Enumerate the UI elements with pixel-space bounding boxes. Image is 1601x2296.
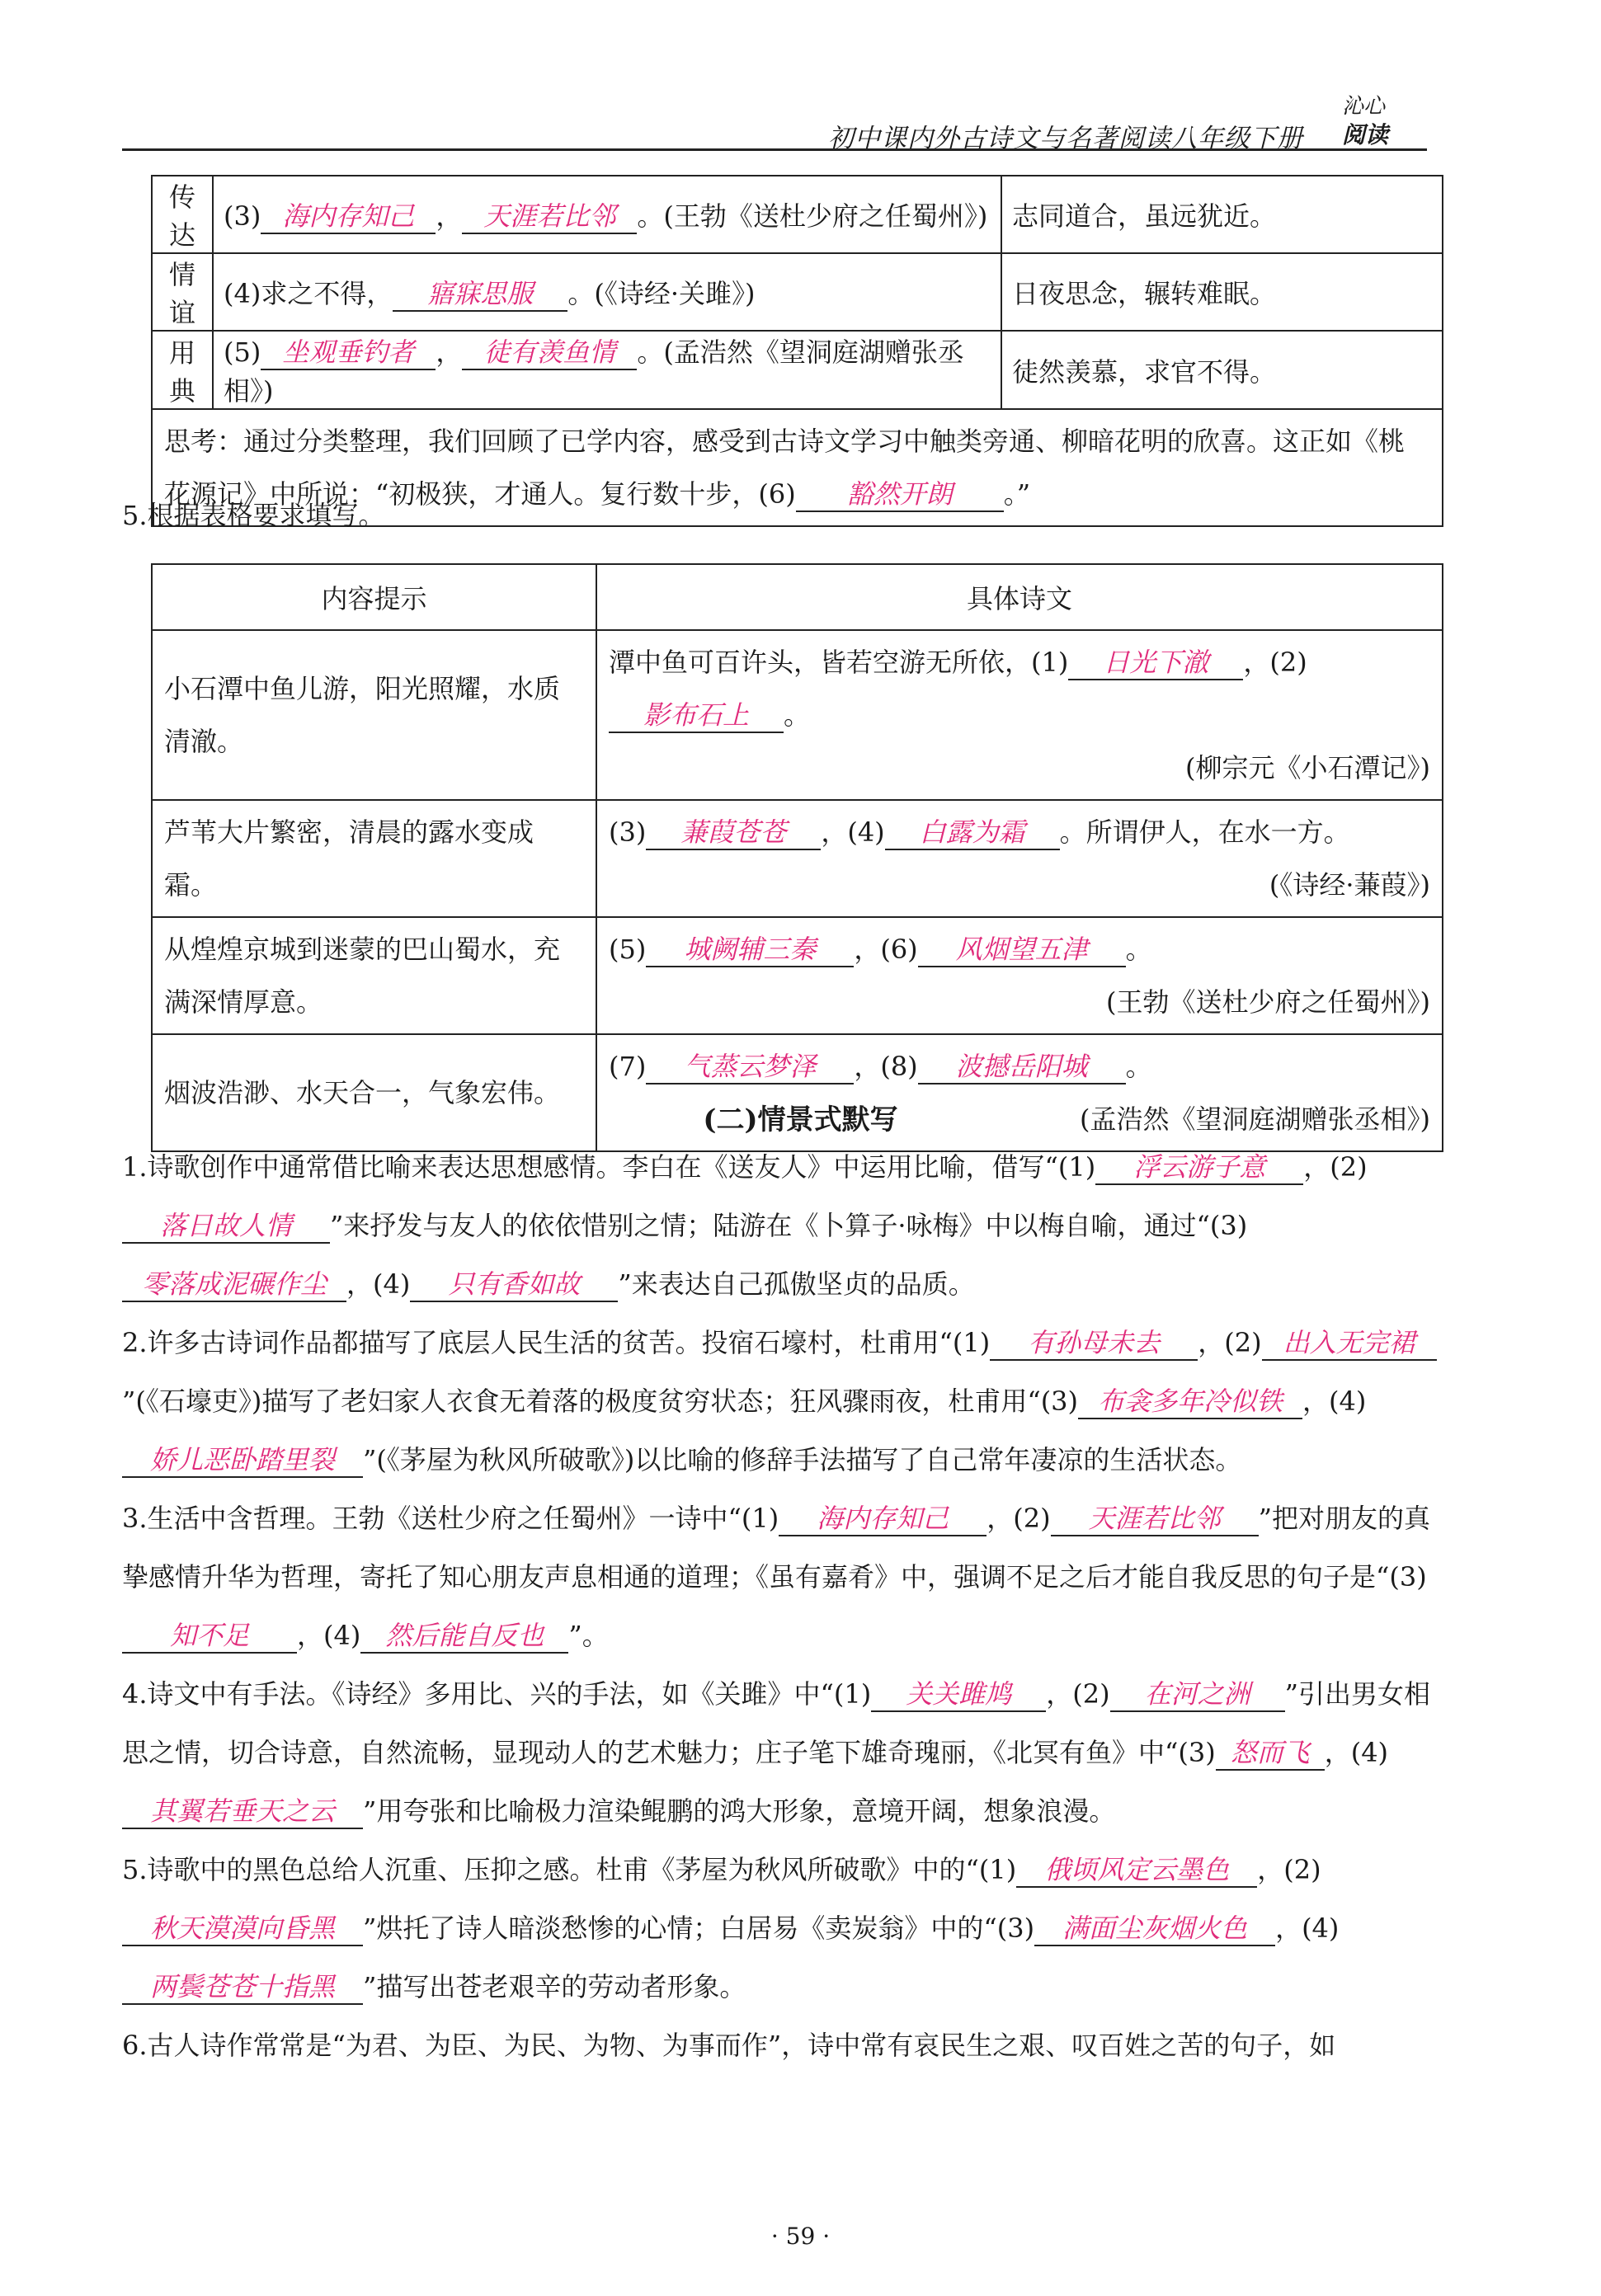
answer-blank[interactable]: 蒹葭苍苍	[646, 816, 821, 850]
brand-logo	[1324, 89, 1427, 147]
poem-cell: (5) 坐观垂钓者 ， 徒有羡鱼情 。(孟浩然《望洞庭湖赠张丞相》)	[213, 331, 1001, 409]
meaning-cell: 日夜思念，辗转难眠。	[1001, 253, 1443, 331]
answer-blank[interactable]: 娇儿恶卧踏里裂	[122, 1443, 363, 1478]
table-row	[152, 917, 1443, 1034]
meaning-cell: 志同道合，虽远犹近。	[1001, 176, 1443, 253]
answer-blank[interactable]: 海内存知己	[261, 200, 436, 234]
answer-blank[interactable]: 海内存知己	[779, 1502, 986, 1536]
answer-blank[interactable]: 两鬓苍苍十指黑	[122, 1970, 363, 2005]
answer-blank[interactable]: 怒而飞	[1216, 1736, 1325, 1771]
answer-blank[interactable]: 日光下澈	[1068, 646, 1243, 680]
answer-blank[interactable]: 有孙母未去	[990, 1326, 1198, 1361]
category-cell: 传达	[152, 176, 213, 253]
logo-line2: 阅读	[1342, 121, 1389, 148]
poem-cell: (7) 气蒸云梦泽 ，(8) 波撼岳阳城 。 (孟浩然《望洞庭湖赠张丞相》)	[596, 1034, 1443, 1151]
question-6: 6.古人诗作常常是“为君、为臣、为民、为物、为事而作”，诗中常有哀民生之艰、叹百姓之苦的句子，如	[122, 2030, 1336, 2061]
question-1: 1.诗歌创作中通常借比喻来表达思想感情。李白在《送友人》中运用比喻，借写“(1) 浮云游子意 ，(2)落日故人情 ”来抒发与友人的依依惜别之情；陆游在《卜算子·咏梅》中以梅自喻，通过“(3)零落成泥碾作尘 ，(4) 只有香如故 ”来表达自己孤傲坚贞的品质。	[122, 1138, 1442, 1314]
table-row	[152, 331, 1443, 409]
answer-blank[interactable]: 浮云游子意	[1095, 1150, 1303, 1185]
poem-cell: (3) 蒹葭苍苍 ，(4) 白露为霜 。所谓伊人，在水一方。 (《诗经·蒹葭》)	[596, 800, 1443, 917]
category-cell: 情谊	[152, 253, 213, 331]
column-header: 具体诗文	[596, 564, 1443, 630]
hint-cell: 小石潭中鱼儿游，阳光照耀，水质清澈。	[152, 630, 596, 800]
question-5-label: 5.根据表格要求填写。	[122, 500, 385, 531]
answer-blank[interactable]: 在河之洲	[1110, 1677, 1285, 1712]
answer-blank[interactable]: 坐观垂钓者	[261, 336, 436, 370]
answer-blank[interactable]: 白露为霜	[885, 816, 1060, 850]
hint-cell: 从煌煌京城到迷蒙的巴山蜀水，充满深情厚意。	[152, 917, 596, 1034]
answer-blank[interactable]: 城阙辅三秦	[646, 933, 854, 967]
answer-blank[interactable]: 俄顷风定云墨色	[1016, 1853, 1257, 1888]
answer-blank[interactable]: 知不足	[122, 1619, 297, 1654]
source-citation: (王勃《送杜少府之任蜀州》)	[1106, 986, 1430, 1018]
answer-blank[interactable]: 豁然开朗	[796, 478, 1004, 512]
answer-blank[interactable]: 只有香如故	[410, 1268, 618, 1302]
answer-blank[interactable]: 天涯若比邻	[462, 200, 637, 234]
source-citation: (孟浩然《望洞庭湖赠张丞相》)	[1080, 1103, 1430, 1135]
summary-table	[151, 175, 1443, 527]
answer-blank[interactable]: 徒有羡鱼情	[462, 336, 637, 370]
poem-cell: (5) 城阙辅三秦 ，(6) 风烟望五津 。 (王勃《送杜少府之任蜀州》)	[596, 917, 1443, 1034]
fill-table	[151, 563, 1443, 1152]
book-title: 初中课内外古诗文与名著阅读八年级下册	[828, 124, 1303, 153]
logo-line1: 沁心	[1342, 94, 1386, 119]
answer-blank[interactable]: 满面尘灰烟火色	[1034, 1912, 1275, 1946]
source-citation: (《诗经·蒹葭》)	[1269, 869, 1430, 901]
category-cell: 用典	[152, 331, 213, 409]
column-header: 内容提示	[152, 564, 596, 630]
answer-blank[interactable]: 然后能自反也	[360, 1619, 568, 1654]
table-row	[152, 630, 1443, 800]
answer-blank[interactable]: 布衾多年冷似铁	[1078, 1385, 1302, 1419]
answer-blank[interactable]: 气蒸云梦泽	[646, 1050, 854, 1084]
answer-blank[interactable]: 出入无完裙	[1262, 1326, 1437, 1361]
poem-cell: (4)求之不得， 寤寐思服 。(《诗经·关雎》)	[213, 253, 1001, 331]
poem-cell: 潭中鱼可百许头，皆若空游无所依，(1) 日光下澈 ，(2)影布石上 。 (柳宗元《小石潭记》)	[596, 630, 1443, 800]
question-list	[122, 1138, 1442, 2075]
table-row	[152, 253, 1443, 331]
answer-blank[interactable]: 零落成泥碾作尘	[122, 1268, 346, 1302]
table-row	[152, 800, 1443, 917]
hint-cell: 芦苇大片繁密，清晨的露水变成霜。	[152, 800, 596, 917]
hint-cell: 烟波浩渺、水天合一，气象宏伟。	[152, 1034, 596, 1151]
answer-blank[interactable]: 风烟望五津	[918, 933, 1126, 967]
meaning-cell: 徒然羡慕，求官不得。	[1001, 331, 1443, 409]
answer-blank[interactable]: 波撼岳阳城	[918, 1050, 1126, 1084]
table-row	[152, 176, 1443, 253]
answer-blank[interactable]: 秋天漠漠向昏黑	[122, 1912, 363, 1946]
header-rule	[122, 148, 1427, 151]
question-3: 3.生活中含哲理。王勃《送杜少府之任蜀州》一诗中“(1) 海内存知己 ，(2) 天涯若比邻 ”把对朋友的真挚感情升华为哲理，寄托了知心朋友声息相通的道理；《虽有嘉肴》中，强调不足之后才能自我反思的句子是“(3)知不足 ，(4) 然后能自反也 ”。	[122, 1489, 1442, 1665]
answer-blank[interactable]: 其翼若垂天之云	[122, 1795, 363, 1829]
answer-blank[interactable]: 寤寐思服	[393, 277, 567, 312]
answer-blank[interactable]: 落日故人情	[122, 1209, 330, 1244]
source-citation: (柳宗元《小石潭记》)	[1185, 752, 1430, 783]
answer-blank[interactable]: 关关雎鸠	[871, 1677, 1046, 1712]
table-header-row	[152, 564, 1443, 630]
think-cell: 思考：通过分类整理，我们回顾了已学内容，感受到古诗文学习中触类旁通、柳暗花明的欣喜。这正如《桃花源记》中所说：“初极狭，才通人。复行数十步，(6) 豁然开朗 。”	[152, 409, 1443, 526]
page-header	[122, 89, 1427, 153]
question-4: 4.诗文中有手法。《诗经》多用比、兴的手法，如《关雎》中“(1) 关关雎鸠 ，(2) 在河之洲 ”引出男女相思之情，切合诗意，自然流畅，显现动人的艺术魅力；庄子笔下雄奇瑰丽，《北冥有鱼》中“(3) 怒而飞 ，(4)其翼若垂天之云 ”用夸张和比喻极力渲染鲲鹏的鸿大形象，意境开阔，想象浪漫。	[122, 1665, 1442, 1841]
question-5: 5.诗歌中的黑色总给人沉重、压抑之感。杜甫《茅屋为秋风所破歌》中的“(1) 俄顷风定云墨色 ，(2)秋天漠漠向昏黑 ”烘托了诗人暗淡愁惨的心情；白居易《卖炭翁》中的“(3) 满面尘灰烟火色 ，(4)两鬓苍苍十指黑 ”描写出苍老艰辛的劳动者形象。	[122, 1841, 1442, 2016]
poem-cell: (3) 海内存知己 ， 天涯若比邻 。(王勃《送杜少府之任蜀州》)	[213, 176, 1001, 253]
section-heading: (二)情景式默写	[703, 1103, 898, 1136]
page-number: · 59 ·	[770, 2223, 831, 2250]
answer-blank[interactable]: 天涯若比邻	[1051, 1502, 1259, 1536]
answer-blank[interactable]: 影布石上	[609, 699, 784, 733]
question-2: 2.许多古诗词作品都描写了底层人民生活的贫苦。投宿石壕村，杜甫用“(1) 有孙母未去 ，(2) 出入无完裙”(《石壕吏》)描写了老妇家人衣食无着落的极度贫穷状态；狂风骤雨夜，杜甫用“(3) 布衾多年冷似铁 ，(4)娇儿恶卧踏里裂 ”(《茅屋为秋风所破歌》)以比喻的修辞手法描写了自己常年凄凉的生活状态。	[122, 1314, 1442, 1489]
